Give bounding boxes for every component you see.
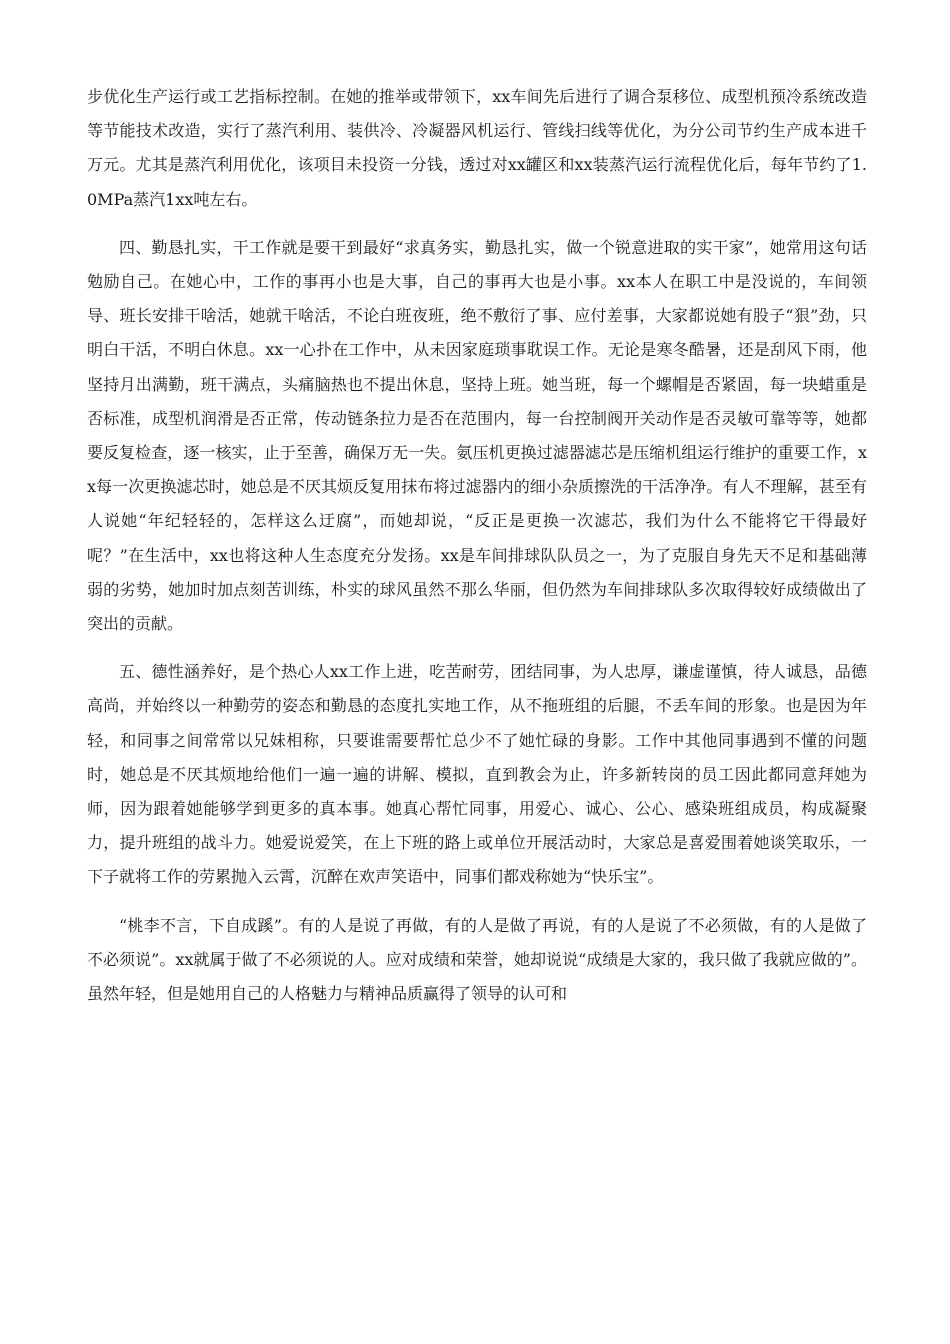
document-page: [87, 80, 867, 1011]
paragraph-closing: “桃李不言，下自成蹊”。有的人是说了再做，有的人是做了再说，有的人是说了不必须做，有的人是做了不必须说”。xx就属于做了不必须说的人。应对成绩和荣誉，她却说说“成绩是大家的，我只做了我就应做的”。虽然年轻，但是她用自己的人格魅力与精神品质赢得了领导的认可和: [87, 915, 867, 1004]
paragraph-section-four: 四、勤恳扎实，干工作就是要干到最好“求真务实，勤恳扎实，做一个锐意进取的实干家”，她常用这句话勉励自己。在她心中，工作的事再小也是大事，自己的事再大也是小事。xx本人在职工中是没说的，车间领导、班长安排干啥活，她就干啥活，不论白班夜班，绝不敷衍了事、应付差事，大家都说她有股子“狠”劲，只明白干活，不明白休息。xx一心扑在工作中，从未因家庭琐事耽误工作。无论是寒冬酷暑，还是刮风下雨，他坚持月出满勤，班干满点，头痛脑热也不提出休息，坚持上班。她当班，每一个螺帽是否紧固，每一块蜡重是否标准，成型机润滑是否正常，传动链条拉力是否在范围内，每一台控制阀开关动作是否灵敏可靠等等，她都要反复检查，逐一核实，止于至善，确保万无一失。氨压机更换过滤器滤芯是压缩机组运行维护的重要工作，xx每一次更换滤芯时，她总是不厌其烦反复用抹布将过滤器内的细小杂质擦洗的干活净净。有人不理解，甚至有人说她“年纪轻轻的，怎样这么迂腐”，而她却说，“反正是更换一次滤芯，我们为什么不能将它干得最好呢？”在生活中，xx也将这种人生态度充分发扬。xx是车间排球队队员之一，为了克服自身先天不足和基础薄弱的劣势，她加时加点刻苦训练，朴实的球风虽然不那么华丽，但仍然为车间排球队多次取得较好成绩做出了突出的贡献。: [87, 237, 867, 634]
paragraph-section-five: 五、德性涵养好，是个热心人xx工作上进，吃苦耐劳，团结同事，为人忠厚，谦虚谨慎，待人诚恳，品德高尚，并始终以一种勤劳的姿态和勤恳的态度扎实地工作，从不拖班组的后腿，不丢车间的形象。也是因为年轻，和同事之间常常以兄妹相称，只要谁需要帮忙总少不了她忙碌的身影。工作中其他同事遇到不懂的问题时，她总是不厌其烦地给他们一遍一遍的讲解、模拟，直到教会为止，许多新转岗的员工因此都同意拜她为师，因为跟着她能够学到更多的真本事。她真心帮忙同事，用爱心、诚心、公心、感染班组成员，构成凝聚力，提升班组的战斗力。她爱说爱笑，在上下班的路上或单位开展活动时，大家总是喜爱围着她谈笑取乐，一下子就将工作的劳累抛入云霄，沉醉在欢声笑语中，同事们都戏称她为“快乐宝”。: [87, 662, 867, 887]
paragraph-continued: 步优化生产运行或工艺指标控制。在她的推举或带领下，xx车间先后进行了调合泵移位、成型机预冷系统改造等节能技术改造，实行了蒸汽利用、装供冷、冷凝器风机运行、管线扫线等优化，为分公司节约生产成本进千万元。尤其是蒸汽利用优化，该项目未投资一分钱，透过对xx罐区和xx装蒸汽运行流程优化后，每年节约了1.0MPa蒸汽1xx吨左右。: [87, 87, 867, 209]
